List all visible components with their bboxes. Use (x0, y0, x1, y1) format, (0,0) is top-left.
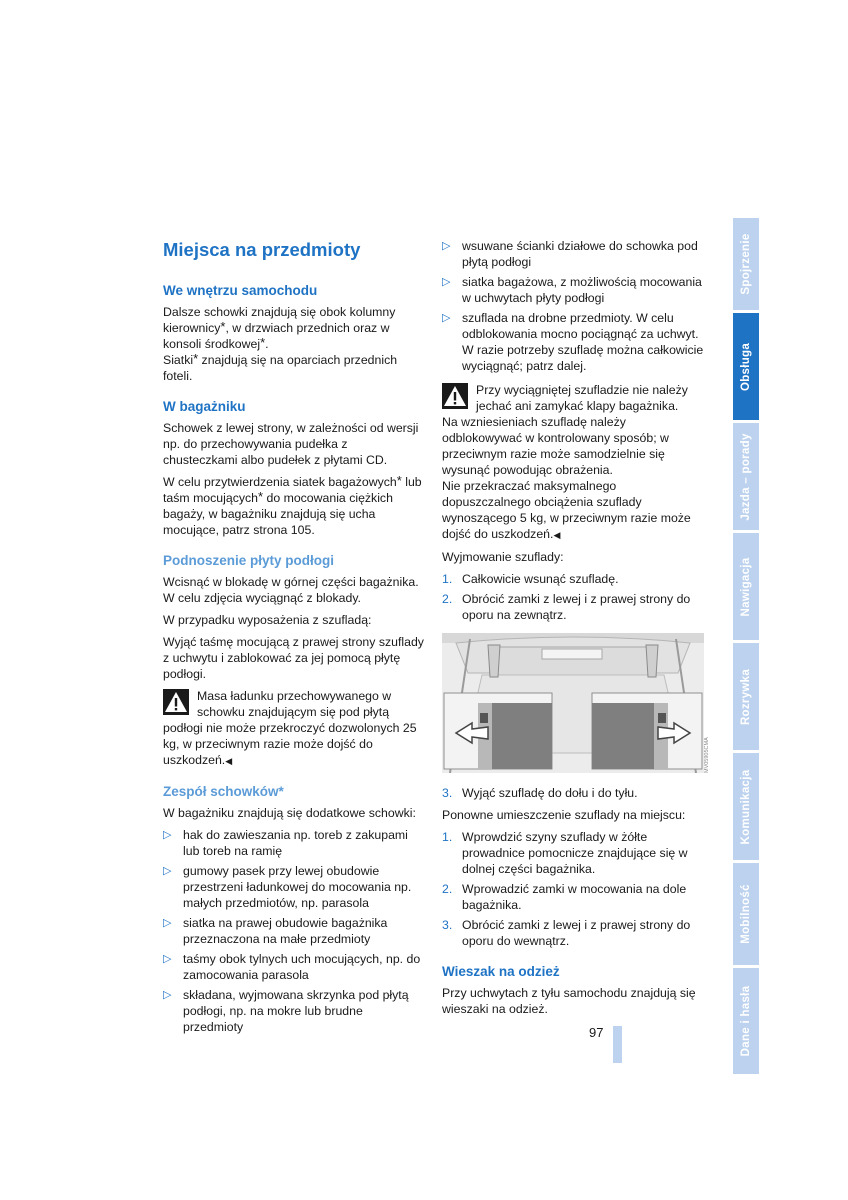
trunk-illustration-svg (442, 633, 704, 773)
right-column (442, 238, 710, 1023)
warning-icon (163, 689, 189, 715)
page-title: Miejsca na przedmioty (163, 239, 361, 260)
list-item: ▷ składana, wyjmowana skrzynka pod płytą podłogi, np. na mokre lub brudne przedmioty (163, 988, 409, 1034)
end-mark-icon: ◀ (553, 530, 561, 540)
triangle-bullet-icon: ▷ (442, 312, 451, 324)
triangle-bullet-icon: ▷ (163, 829, 172, 841)
remove-intro: Wyjmowanie szuflady: (442, 550, 564, 564)
section-heading-storage: Zespół schowków* (163, 784, 284, 799)
warning-floor: Masa ładunku przechowywanego w schowku znajdującym się pod płytą podłogi nie może przekroczyć dozwolonych 25 kg, w przeciwnym razie może dojść do uszkodzeń.◀ (163, 689, 417, 767)
tab-jazda-porady[interactable]: Jazda – porady (733, 423, 759, 530)
floor-paragraph-1: Wcisnąć w blokadę w górnej części bagażnika. W celu zdjęcia wyciągnąć z blokady. (163, 575, 419, 605)
triangle-bullet-icon: ▷ (163, 917, 172, 929)
triangle-bullet-icon: ▷ (163, 953, 172, 965)
triangle-bullet-icon: ▷ (442, 276, 451, 288)
tab-obsluga[interactable]: Obsługa (733, 313, 759, 420)
triangle-bullet-icon: ▷ (163, 865, 172, 877)
warning-drawer: Przy wyciągniętej szufladzie nie należy jechać ani zamykać klapy bagażnika. Na wzniesieniach szufladę należy odblokowywać w kontrolowany sposób; w przeciwnym razie może samodzielnie się wysunąć powodując obrażenia. Nie przekraczać maksymalnego dopuszczalnego obciążenia szuflady wynoszącego 5 kg, w przeciwnym razie może dojść do uszkodzeń.◀ (442, 383, 691, 541)
clothes-hanger-paragraph: Przy uchwytach z tyłu samochodu znajdują się wieszaki na odzież. (442, 986, 696, 1016)
tab-spojrzenie[interactable]: Spojrzenie (733, 218, 759, 310)
remove-step-3 (442, 785, 704, 801)
section-heading-clothes-hanger: Wieszak na odzież (442, 964, 560, 979)
trunk-paragraph-2: W celu przytwierdzenia siatek bagażowych* lub taśm mocujących* do mocowania ciężkich bagaży, w bagażniku znajdują się ucha mocujące, patrz strona 105. (163, 473, 422, 537)
list-item: 2. Obrócić zamki z lewej i z prawej strony do oporu na zewnątrz. (442, 592, 691, 622)
triangle-bullet-icon: ▷ (163, 989, 172, 1001)
figure-code (700, 729, 710, 773)
list-item: 3. Wyjąć szufladę do dołu i do tyłu. (442, 786, 638, 800)
remove-steps (442, 571, 704, 623)
page-number: 97 (589, 1025, 604, 1040)
interior-paragraph: Dalsze schowki znajdują się obok kolumny kierownicy*, w drzwiach przednich oraz w konsoli środkowej*. Siatki* znajdują się na oparciach przednich foteli. (163, 305, 398, 383)
section-heading-floor: Podnoszenie płyty podłogi (163, 553, 335, 568)
list-item: 1. Całkowicie wsunąć szufladę. (442, 572, 619, 586)
tab-rozrywka[interactable]: Rozrywka (733, 643, 759, 750)
svg-text:MV05905CMA: MV05905CMA (704, 737, 710, 773)
chapter-tabs (733, 218, 759, 1077)
floor-paragraph-2: W przypadku wyposażenia z szufladą: (163, 613, 372, 627)
page-number-bar (613, 1026, 622, 1063)
tab-komunikacja[interactable]: Komunikacja (733, 753, 759, 860)
list-item: ▷ hak do zawieszania np. toreb z zakupami lub toreb na ramię (163, 828, 408, 858)
reinstall-steps (442, 829, 704, 949)
trunk-paragraph-1: Schowek z lewej strony, w zależności od wersji np. do przechowywania pudełka z chusteczkami albo pudełek z płytami CD. (163, 421, 419, 467)
list-item: ▷ siatka na prawej obudowie bagażnika przeznaczona na małe przedmioty (163, 916, 388, 946)
list-item: 2. Wprowadzić zamki w mocowania na dole bagażnika. (442, 882, 687, 912)
trunk-drawer-illustration (442, 633, 710, 773)
storage-list (163, 827, 425, 1035)
triangle-bullet-icon: ▷ (442, 240, 451, 252)
left-column (163, 236, 425, 1039)
warning-icon (442, 383, 468, 409)
reinstall-intro: Ponowne umieszczenie szuflady na miejscu: (442, 808, 686, 822)
tab-mobilnosc[interactable]: Mobilność (733, 863, 759, 965)
list-item: ▷ gumowy pasek przy lewej obudowie przestrzeni ładunkowej do mocowania np. małych przedmiotów, np. parasola (163, 864, 412, 910)
storage-list-continued (442, 238, 704, 374)
section-heading-interior: We wnętrzu samochodu (163, 283, 318, 298)
list-item: 1. Wprowdzić szyny szuflady w żółte prowadnice pomocnicze znajdujące się w dolnej części bagażnika. (442, 830, 688, 876)
end-mark-icon: ◀ (225, 756, 233, 766)
floor-paragraph-3: Wyjąć taśmę mocującą z prawej strony szuflady z uchwytu i zablokować za jej pomocą płytę podłogi. (163, 635, 424, 681)
tab-dane-i-hasla[interactable]: Dane i hasła (733, 968, 759, 1074)
list-item: ▷ wsuwane ścianki działowe do schowka pod płytą podłogi (442, 239, 698, 269)
list-item: ▷ siatka bagażowa, z możliwością mocowania w uchwytach płyty podłogi (442, 275, 702, 305)
storage-intro: W bagażniku znajdują się dodatkowe schowki: (163, 806, 416, 820)
section-heading-trunk: W bagażniku (163, 399, 246, 414)
list-item: ▷ taśmy obok tylnych uch mocujących, np. do zamocowania parasola (163, 952, 421, 982)
list-item: 3. Obrócić zamki z lewej i z prawej strony do oporu do wewnątrz. (442, 918, 691, 948)
tab-nawigacja[interactable]: Nawigacja (733, 533, 759, 640)
list-item: ▷ szuflada na drobne przedmioty. W celu odblokowania mocno pociągnąć za uchwyt. W razie potrzeby szufladę można całkowicie wyciągnąć; patrz dalej. (442, 311, 704, 373)
